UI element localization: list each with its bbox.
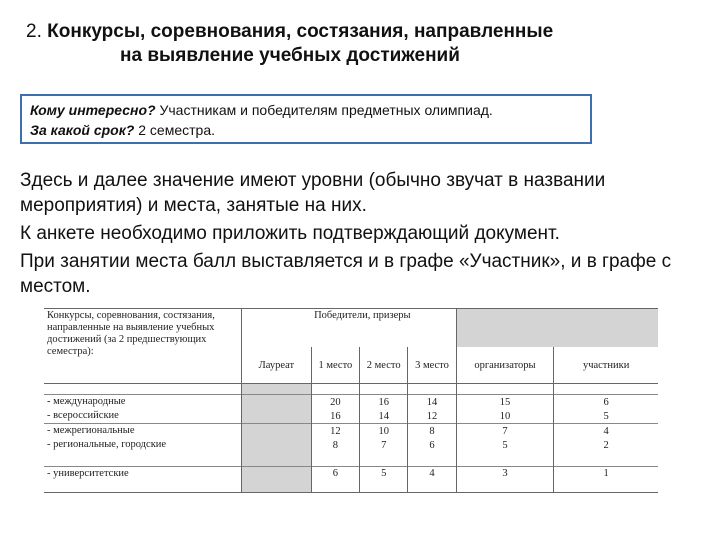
- row-label: - университетские: [44, 467, 242, 493]
- category-header-cell: Конкурсы, соревнования, состязания, направленные на выявление учебных достижений (за 2 предшествующих семестра):: [44, 309, 242, 384]
- column-header-participants: участники: [554, 347, 658, 384]
- table-row: [44, 395, 658, 410]
- slide-title: [26, 20, 626, 68]
- table-header-row-1: [44, 309, 658, 348]
- header-gray-cell: [456, 309, 658, 348]
- info-box: [20, 94, 592, 144]
- cell-participants: 6: [554, 395, 658, 410]
- cell-organizers: 10: [456, 409, 554, 424]
- info-line-audience: [30, 100, 582, 120]
- cell-laureate: [242, 467, 312, 493]
- cell-place-3: 8: [408, 424, 456, 439]
- table-row: [44, 424, 658, 439]
- cell-place-2: 5: [360, 467, 408, 493]
- cell-place-1: 6: [311, 467, 359, 493]
- table-spacer-row: [44, 384, 658, 395]
- info-answer-period: 2 семестра.: [138, 122, 215, 138]
- title-number: 2.: [26, 21, 42, 42]
- cell-place-2: 7: [360, 438, 408, 452]
- cell-laureate: [242, 409, 312, 424]
- cell-place-1: 8: [311, 438, 359, 452]
- cell-place-2: 16: [360, 395, 408, 410]
- scores-table: [44, 308, 658, 493]
- table-row: [44, 467, 658, 493]
- paragraph-scoring: При занятии места балл выставляется и в графе «Участник», и в графе с местом.: [20, 251, 672, 297]
- cell-organizers: 7: [456, 424, 554, 439]
- body-text: [20, 168, 710, 299]
- cell-place-2: 10: [360, 424, 408, 439]
- info-answer-audience: Участникам и победителям предметных олимпиад.: [159, 102, 493, 118]
- cell-participants: 1: [554, 467, 658, 493]
- cell-laureate: [242, 438, 312, 452]
- title-line-1: Конкурсы, соревнования, состязания, направленные: [47, 21, 554, 42]
- row-label: - всероссийские: [44, 409, 242, 424]
- table-bottom-border: [44, 493, 658, 494]
- cell-participants: 4: [554, 424, 658, 439]
- column-header-place-2: 2 место: [360, 347, 408, 384]
- cell-place-1: 16: [311, 409, 359, 424]
- column-header-laureate: Лауреат: [242, 347, 312, 384]
- cell-place-3: 14: [408, 395, 456, 410]
- info-question-period: За какой срок?: [30, 122, 135, 138]
- info-line-period: [30, 120, 582, 140]
- cell-place-1: 12: [311, 424, 359, 439]
- table-row: [44, 438, 658, 452]
- paragraph-document: К анкете необходимо приложить подтверждающий документ.: [20, 223, 560, 244]
- table-row: [44, 409, 658, 424]
- cell-participants: 2: [554, 438, 658, 452]
- column-header-place-3: 3 место: [408, 347, 456, 384]
- paragraph-levels: Здесь и далее значение имеют уровни (обычно звучат в названии мероприятия) и места, занятые на них.: [20, 170, 606, 216]
- cell-organizers: 15: [456, 395, 554, 410]
- cell-place-2: 14: [360, 409, 408, 424]
- cell-organizers: 3: [456, 467, 554, 493]
- cell-laureate: [242, 424, 312, 439]
- cell-place-1: 20: [311, 395, 359, 410]
- cell-organizers: 5: [456, 438, 554, 452]
- table-spacer-row: [44, 452, 658, 467]
- cell-place-3: 12: [408, 409, 456, 424]
- cell-place-3: 6: [408, 438, 456, 452]
- title-line-2: на выявление учебных достижений: [120, 45, 460, 66]
- cell-place-3: 4: [408, 467, 456, 493]
- row-label: - региональные, городские: [44, 438, 242, 452]
- column-header-place-1: 1 место: [311, 347, 359, 384]
- row-label: - межрегиональные: [44, 424, 242, 439]
- info-question-audience: Кому интересно?: [30, 102, 156, 118]
- cell-laureate: [242, 395, 312, 410]
- winners-group-header: Победители, призеры: [242, 309, 457, 348]
- row-label: - международные: [44, 395, 242, 410]
- column-header-organizers: организаторы: [456, 347, 554, 384]
- cell-participants: 5: [554, 409, 658, 424]
